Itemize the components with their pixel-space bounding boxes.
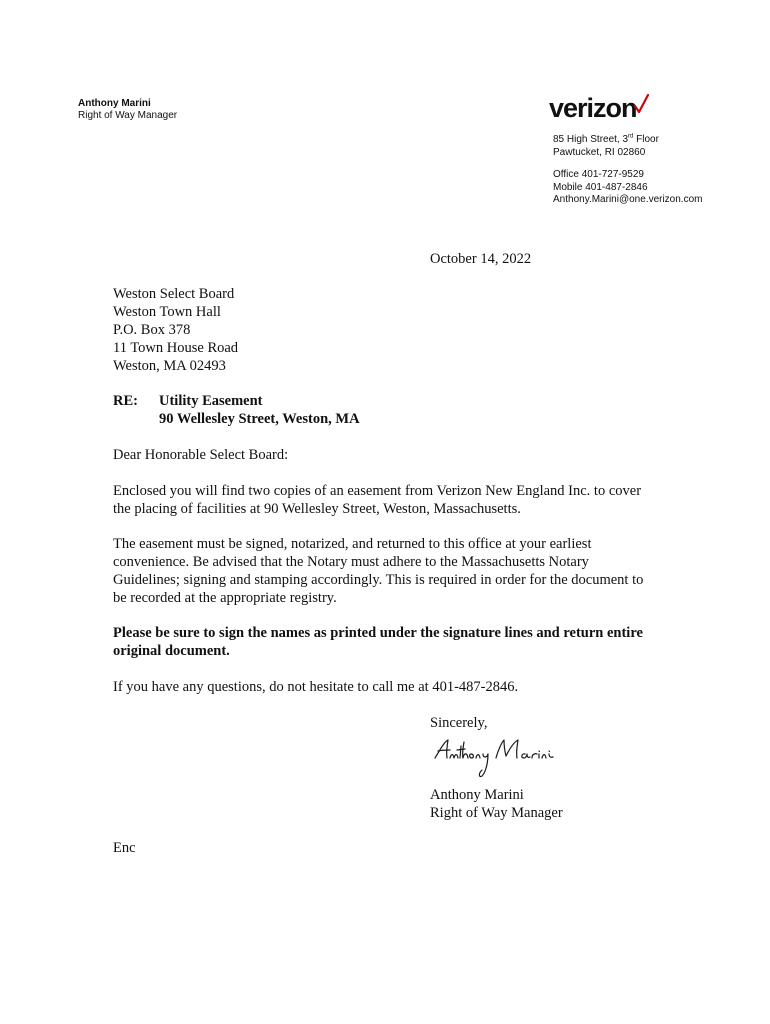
body-paragraph: If you have any questions, do not hesitate to call me at 401-487-2846. (113, 679, 519, 695)
letter-date: October 14, 2022 (430, 251, 532, 267)
verizon-logo (549, 92, 649, 124)
email-address: Anthony.Marini@one.verizon.com (553, 194, 703, 205)
city-line: Pawtucket, RI 02860 (553, 146, 646, 158)
logo-wordmark: verizon (549, 93, 637, 123)
recipient-address (113, 285, 238, 375)
signer-name: Anthony Marini (430, 787, 524, 803)
subject-block (113, 392, 360, 428)
recipient-line: P.O. Box 378 (113, 322, 191, 338)
signer-block (430, 786, 563, 822)
recipient-line: Weston Select Board (113, 286, 235, 302)
signer-title: Right of Way Manager (430, 805, 563, 821)
recipient-line: 11 Town House Road (113, 340, 239, 356)
body-paragraph-bold: Please be sure to sign the names as printed under the signature lines and return entire original document. (113, 625, 643, 659)
sender-address (553, 134, 702, 207)
street-line: 85 High Street, 3rd Floor (553, 133, 659, 145)
salutation: Dear Honorable Select Board: (113, 447, 289, 463)
recipient-line: Weston Town Hall (113, 304, 221, 320)
checkmark-icon (633, 94, 649, 114)
closing: Sincerely, (430, 715, 488, 731)
subject-address: 90 Wellesley Street, Weston, MA (159, 411, 360, 427)
sender-title: Right of Way Manager (78, 110, 178, 121)
body-paragraph: The easement must be signed, notarized, and returned to this office at your earliest convenience. Be advised that the Notary must adhere to the Massachusetts Notary Guidelines; signing and stamping accordingly. This is required in order for the document to be recorded at the appropriate registry. (113, 536, 644, 606)
sender-name: Anthony Marini (78, 98, 151, 109)
re-label: RE: (113, 393, 138, 409)
handwritten-signature (432, 736, 592, 780)
recipient-line: Weston, MA 02493 (113, 358, 226, 374)
mobile-phone: Mobile 401-487-2846 (553, 181, 648, 193)
enclosure-note: Enc (113, 840, 136, 856)
office-phone: Office 401-727-9529 (553, 169, 644, 180)
sender-block (78, 98, 177, 122)
body-paragraph: Enclosed you will find two copies of an easement from Verizon New England Inc. to cover the placing of facilities at 90 Wellesley Street, Weston, Massachusetts. (113, 483, 642, 517)
subject-line: Utility Easement (159, 393, 263, 409)
